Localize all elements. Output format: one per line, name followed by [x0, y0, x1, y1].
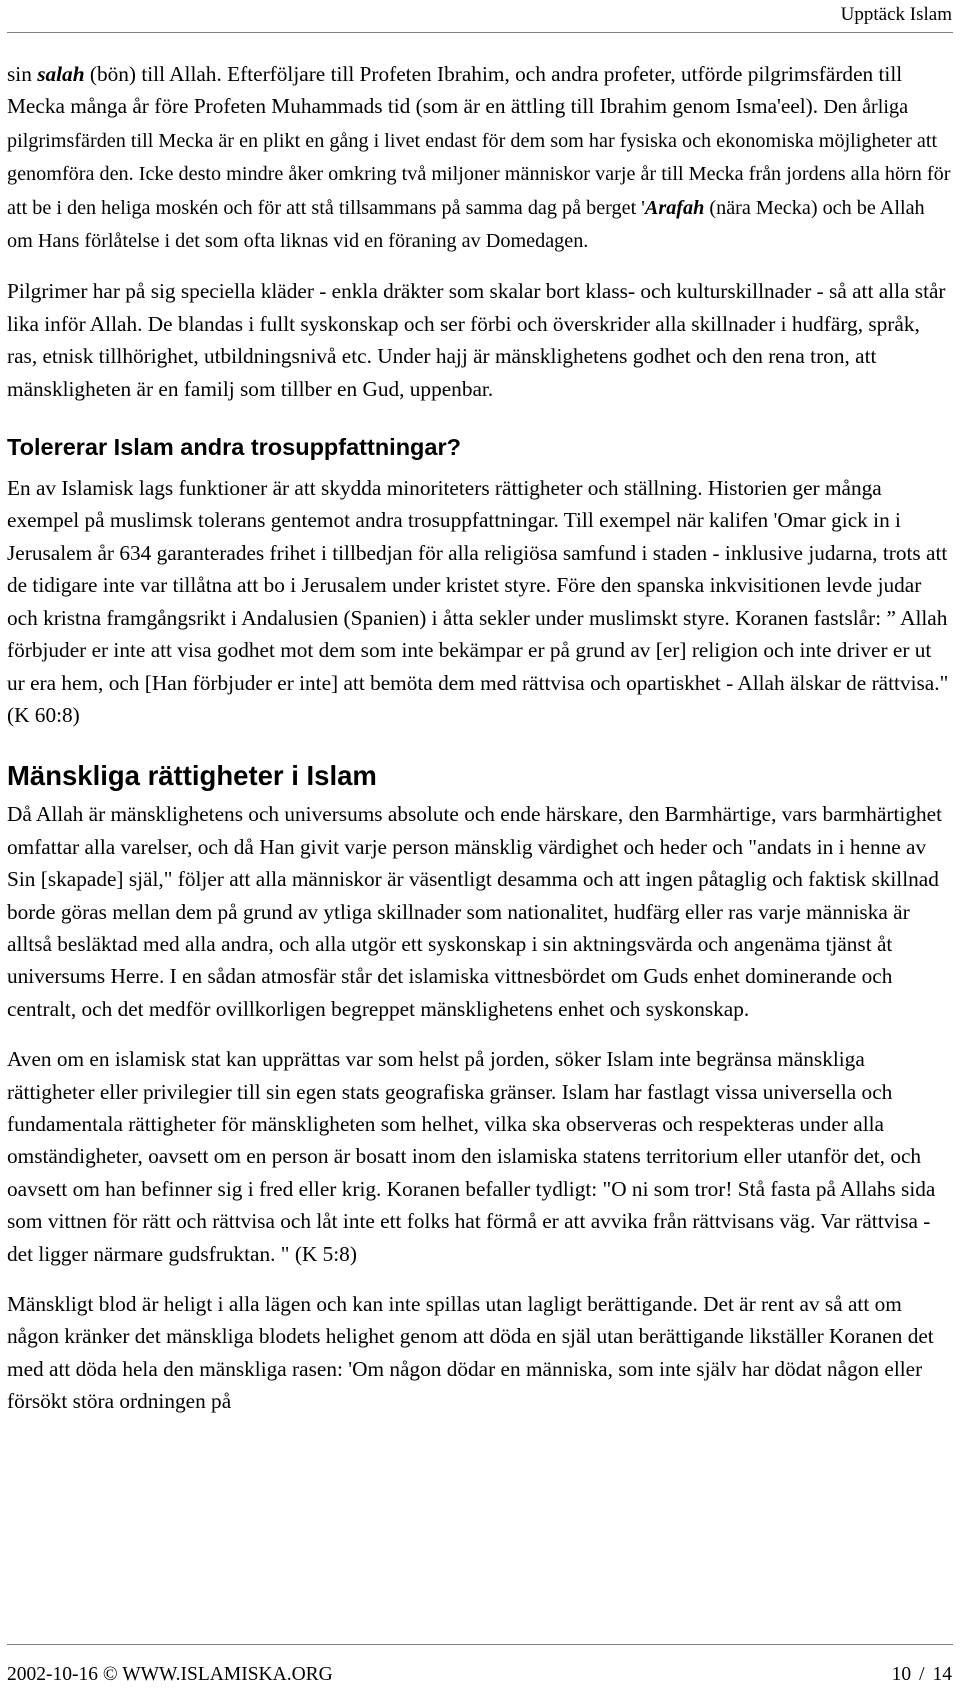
page-total: 14 [932, 1664, 952, 1685]
paragraph-salah [7, 58, 953, 257]
text-run: (bön) till Allah. Efterföljare till Profeten Ibrahim, och andra profeter, utförde pilgrimsfärden till Mecka många år före Profeten Muhammads tid (som är en ättling till Ibrahim genom Isma'eel). [7, 62, 903, 119]
page-counter [892, 1664, 952, 1686]
footer-divider [7, 1644, 953, 1645]
page-current: 10 [891, 1664, 912, 1685]
page-header-title: Upptäck Islam [840, 4, 952, 25]
footer-source [7, 1664, 333, 1686]
paragraph-human-dignity: Då Allah är mänsklighetens och universums absolute och ende härskare, den Barmhärtige, vars barmhärtighet omfattar alla varelser, och då Han givit varje person mänsklig värdighet och heder och "andats in i henne av Sin [skapade] själ," följer att alla människor är väsentligt desamma och att ingen påtaglig och faktisk skillnad borde göras mellan dem på grund av ytliga skillnader som nationalitet, hudfärg eller ras varje människa är alltså besläktad med alla andra, och alla utgör ett syskonskap i sin aktningsvärda och angenäma tjänst åt universums Herre. I en sådan atmosfär står det islamiska vittnesbördet om Guds enhet dominerande och centralt, och det medför ovillkorligen begreppet mänsklighetens enhet och syskonskap. [7, 802, 942, 1021]
text-run: De blandas i fullt syskonskap och ser förbi och överskrider alla skillnader i hudfärg, språk, ras, etnisk tillhörighet, utbildningsnivå etc. Under hajj är mänsklighetens godhet och den rena tron, att mänskligheten är en familj som tillber en Gud, uppenbar. [7, 311, 920, 401]
footer-site: WWW.ISLAMISKA.ORG [122, 1664, 333, 1685]
header-divider [7, 32, 953, 33]
text-run: Pilgrimer har på sig speciella kläder - enkla dräkter som skalar bort klass- och kulturskillnader - så att alla står lika inför Allah. [7, 279, 946, 336]
term-salah: salah [37, 62, 85, 86]
paragraph-pilgrims [7, 275, 953, 405]
page-separator: / [919, 1664, 925, 1685]
heading-human-rights: Mänskliga rättigheter i Islam [7, 760, 377, 792]
paragraph-universal-rights: Aven om en islamisk stat kan upprättas var som helst på jorden, söker Islam inte begränsa mänskliga rättigheter eller privilegier till sin egen stats geografiska gränser. Islam har fastlagt vissa universella och fundamentala rättigheter för mänskligheten som helhet, vilka ska observeras och respekteras under alla omständigheter, oavsett om en person är bosatt inom den islamiska statens territorium eller utanför det, och oavsett om han befinner sig i fred eller krig. Koranen befaller tydligt: "O ni som tror! Stå fasta på Allahs sida som vittnen för rätt och rättvisa och låt inte ett folks hat förmå er att avvika från rättvisans väg. Var rättvisa - det ligger närmare gudsfruktan. " (K 5:8) [7, 1047, 936, 1266]
heading-tolerance: Tolererar Islam andra trosuppfattningar? [7, 434, 461, 461]
footer-date: 2002-10-16 [7, 1664, 98, 1685]
copyright-icon: © [102, 1664, 118, 1685]
term-arafah: Arafah [644, 196, 705, 219]
paragraph-tolerance: En av Islamisk lags funktioner är att skydda minoriteters rättigheter och ställning. Historien ger många exempel på muslimsk tolerans gentemot andra trosuppfattningar. Till exempel när kalifen 'Omar gick in i Jerusalem år 634 garanterades frihet i tillbedjan för alla religiösa samfund i staden - inklusive judarna, trots att de tidigare inte var tillåtna att bo i Jerusalem under kristet styre. Före den spanska inkvisitionen levde judar och kristna framgångsrikt i Andalusien (Spanien) i åtta sekler under muslimskt styre. Koranen fastslår: ” Allah förbjuder er inte att visa godhet mot dem som inte bekämpar er på grund av [er] religion och inte driver er ut ur era hem, och [Han förbjuder er inte] att bemöta dem med rättvisa och opartiskhet - Allah älskar de rättvisa." (K 60:8) [7, 476, 949, 727]
document-body [7, 58, 953, 1418]
text-run: (nära Mecka) och be Allah om Hans förlåtelse i det som ofta liknas vid en föraning av Domedagen. [7, 196, 925, 253]
text-run: Den årliga pilgrimsfärden till Mecka är en plikt en gång i livet endast för dem som har fysiska och ekonomiska möjligheter att genomföra den. Icke desto mindre åker omkring två miljoner människor varje år till Mecka från jordens alla hörn för att be i den heliga moskén och för att stå tillsammans på samma dag på berget ' [7, 96, 951, 219]
text-run: sin [7, 62, 38, 86]
paragraph-sanctity-of-blood: Mänskligt blod är heligt i alla lägen och kan inte spillas utan lagligt berättigande. Det är rent av så att om någon kränker det mänskliga blodets helighet genom att döda en själ utan berättigande likställer Koranen det med att döda hela den mänskliga rasen: 'Om någon dödar en människa, som inte själv har dödat någon eller försökt störa ordningen på [7, 1292, 934, 1414]
